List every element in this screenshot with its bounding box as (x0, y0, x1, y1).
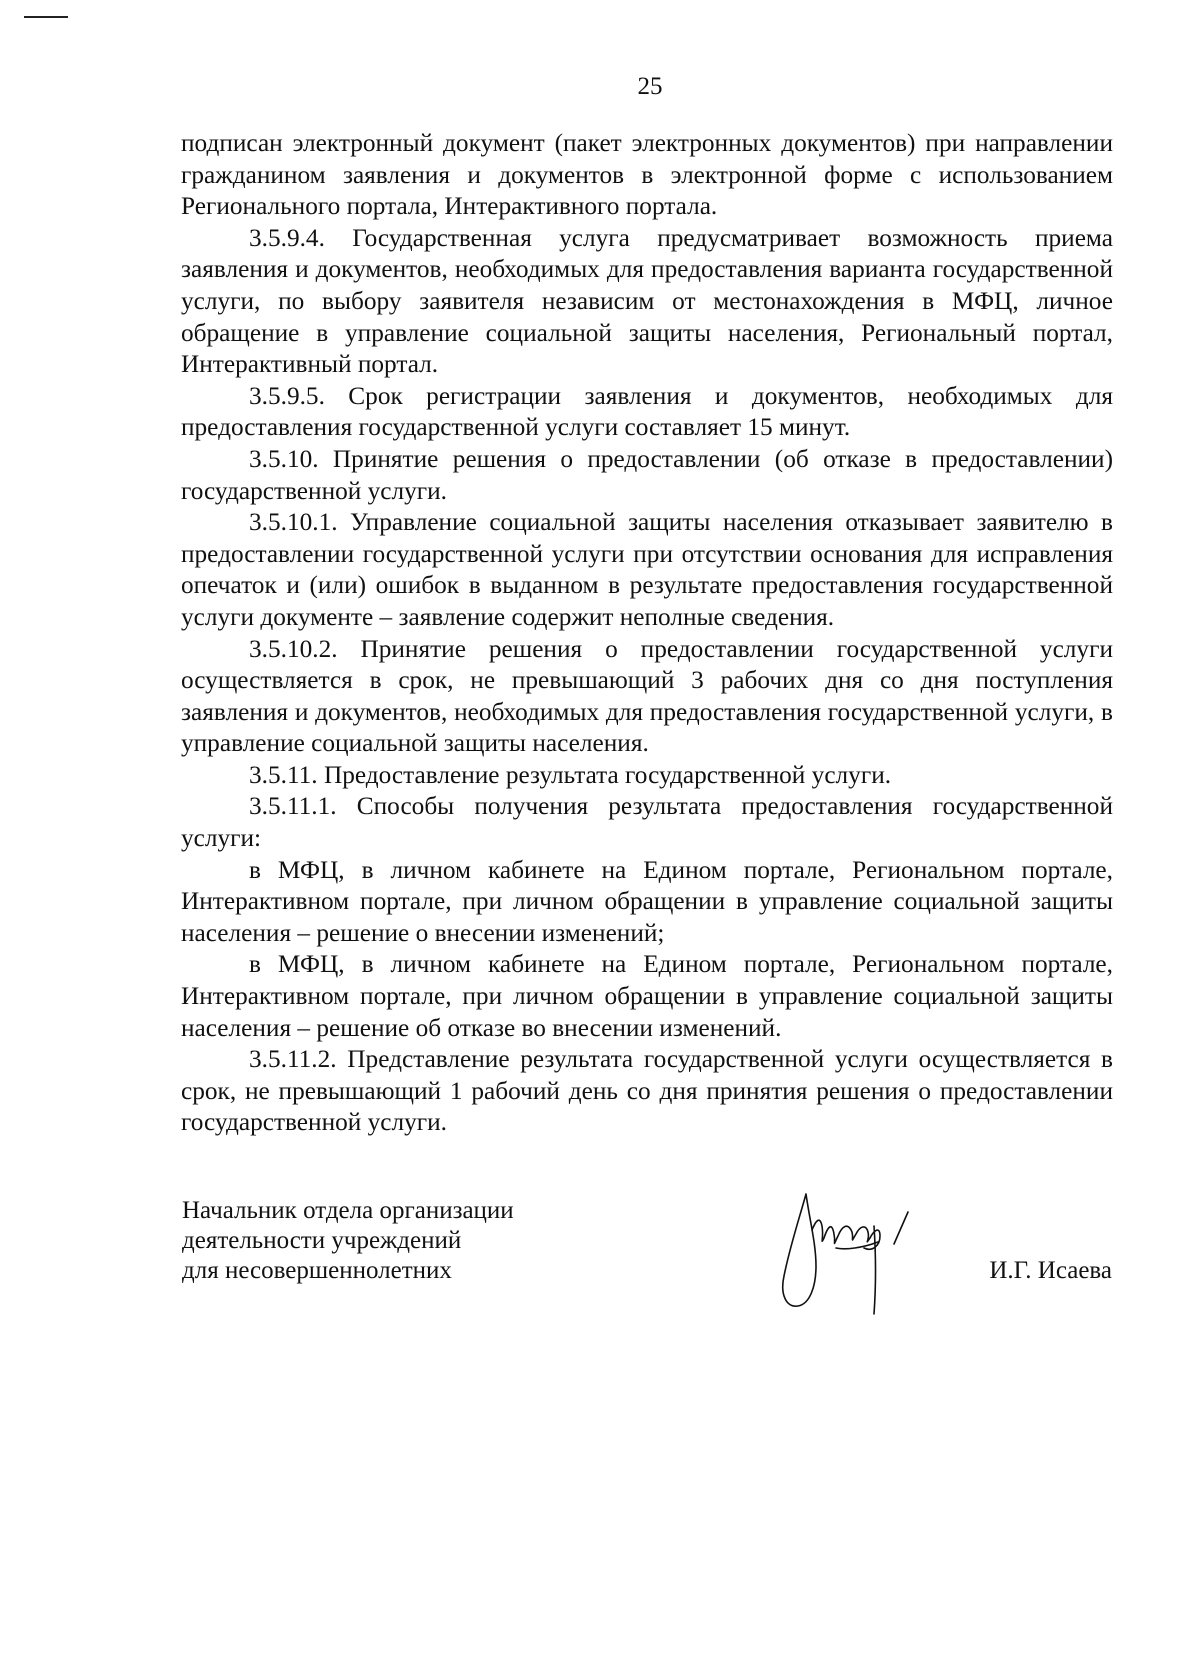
paragraph-3-5-11: 3.5.11. Предоставление результата государственной услуги. (249, 760, 892, 789)
paragraph-3-5-11-1: 3.5.11.1. Способы получения результата предоставления государственной услуги: (181, 792, 1113, 853)
paragraph-1: подписан электронный документ (пакет электронных документов) при направлении гражданином заявления и документов в электронной форме с использованием Регионального портала, Интерактивного портала. (181, 129, 1113, 221)
signature-block (182, 1196, 1112, 1346)
paragraph-method-1: в МФЦ, в личном кабинете на Едином портале, Региональном портале, Интерактивном портале, при личном обращении в управление социальной защиты населения – решение о внесении изменений; (181, 855, 1113, 947)
paragraph-3-5-9-4: 3.5.9.4. Государственная услуга предусматривает возможность приема заявления и документов, необходимых для предоставления варианта государственной услуги, по выбору заявителя независим от местонахождения в МФЦ, личное обращение в управление социальной защиты населения, Региональный портал, Интерактивный портал. (181, 223, 1113, 379)
signer-title-line-1: Начальник отдела организации (182, 1197, 514, 1224)
paragraph-3-5-10-2: 3.5.10.2. Принятие решения о предоставлении государственной услуги осуществляется в срок, не превышающий 3 рабочих дня со дня поступления заявления и документов, необходимых для предоставления государственной услуги, в управление социальной защиты населения. (181, 634, 1113, 758)
signer-title-line-3: для несовершеннолетних (182, 1257, 452, 1284)
document-body (181, 128, 1113, 1139)
paragraph-3-5-11-2: 3.5.11.2. Представление результата государственной услуги осуществляется в срок, не превышающий 1 рабочий день со дня принятия решения о предоставлении государственной услуги. (181, 1045, 1113, 1137)
paragraph-method-2: в МФЦ, в личном кабинете на Едином портале, Региональном портале, Интерактивном портале, при личном обращении в управление социальной защиты населения – решение об отказе во внесении изменений. (181, 950, 1113, 1042)
corner-mark (24, 16, 68, 18)
page-number: 25 (637, 73, 663, 100)
signer-title-line-2: деятельности учреждений (182, 1227, 462, 1254)
paragraph-3-5-10-1: 3.5.10.1. Управление социальной защиты населения отказывает заявителю в предоставлении государственной услуги при отсутствии основания для исправления опечаток и (или) ошибок в выданном в результате предоставления государственной услуги документе – заявление содержит неполные сведения. (181, 508, 1113, 631)
paragraph-3-5-10: 3.5.10. Принятие решения о предоставлении (об отказе в предоставлении) государственной услуги. (181, 444, 1113, 505)
signer-name: И.Г. Исаева (989, 1257, 1112, 1284)
paragraph-3-5-9-5: 3.5.9.5. Срок регистрации заявления и документов, необходимых для предоставления государственной услуги составляет 15 минут. (181, 381, 1113, 442)
handwritten-signature (776, 1186, 926, 1326)
